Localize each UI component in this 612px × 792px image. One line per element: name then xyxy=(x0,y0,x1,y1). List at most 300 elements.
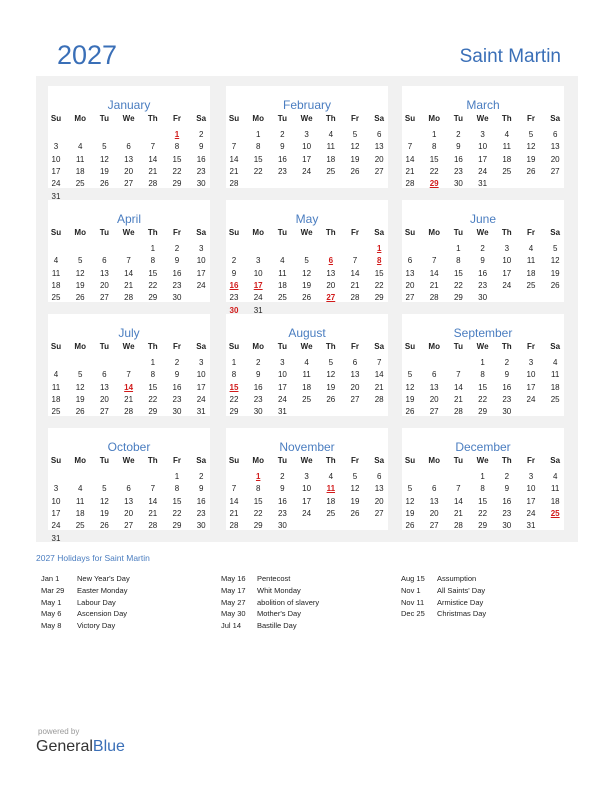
day-cell: 13 xyxy=(99,268,109,278)
month-name: December xyxy=(455,440,511,454)
day-cell: 24 xyxy=(196,280,206,290)
day-cell: 2 xyxy=(456,130,461,139)
day-cell: 20 xyxy=(99,394,109,404)
day-cell: 3 xyxy=(53,484,59,494)
day-cell: 18 xyxy=(326,154,336,164)
day-cell: 17 xyxy=(196,268,206,278)
day-cell: 23 xyxy=(196,508,206,518)
day-cell: 6 xyxy=(376,472,382,481)
day-cell: 21 xyxy=(148,166,158,176)
day-cell: 8 xyxy=(174,484,180,494)
day-cell: 26 xyxy=(75,293,85,303)
day-cell: 11 xyxy=(302,370,311,380)
day-cell: 7 xyxy=(231,142,237,152)
day-cell: 24 xyxy=(526,394,536,404)
day-cell: 10 xyxy=(253,268,263,278)
weekday-label: Sa xyxy=(550,114,561,123)
weekday-label: Fr xyxy=(527,456,535,465)
day-cell: 11 xyxy=(326,142,335,152)
day-cell: 19 xyxy=(526,154,536,164)
day-cell: 24 xyxy=(277,394,287,404)
day-cell: 30 xyxy=(172,407,182,417)
day-cell: 4 xyxy=(328,130,334,139)
day-cell: 15 xyxy=(148,382,158,392)
day-cell: 9 xyxy=(456,142,461,152)
weekday-label: Mo xyxy=(74,456,86,465)
day-cell: 25 xyxy=(51,293,61,303)
month-name: August xyxy=(288,326,326,340)
weekday-label: Su xyxy=(228,342,240,351)
day-cell: 14 xyxy=(124,268,134,278)
weekday-label: Th xyxy=(325,114,336,123)
day-cell: 17 xyxy=(526,496,536,506)
day-cell: 6 xyxy=(126,484,131,494)
day-cell: 21 xyxy=(148,508,158,518)
month-name: May xyxy=(295,212,319,226)
day-cell: 20 xyxy=(550,154,560,164)
weekday-label: Tu xyxy=(453,342,463,351)
day-cell: 5 xyxy=(407,484,413,494)
day-cell: 20 xyxy=(326,280,336,290)
day-cell: 24 xyxy=(51,179,61,189)
day-cell: 22 xyxy=(148,394,158,404)
holiday-name: Armistice Day xyxy=(437,597,484,607)
weekday-label: Fr xyxy=(173,114,181,123)
day-cell: 30 xyxy=(253,407,263,417)
day-cell: 28 xyxy=(148,521,158,531)
day-cell: 13 xyxy=(550,142,560,152)
day-cell: 29 xyxy=(453,293,463,303)
month-october xyxy=(48,428,210,543)
day-cell: 27 xyxy=(124,179,134,189)
day-cell: 3 xyxy=(480,130,485,139)
day-cell: 14 xyxy=(229,496,239,506)
day-cell: 25 xyxy=(526,280,536,290)
day-cell: 28 xyxy=(350,293,360,303)
day-cell: 13 xyxy=(429,496,439,506)
weekday-label: Th xyxy=(147,342,158,351)
day-cell: 31 xyxy=(277,407,287,417)
weekday-label: Su xyxy=(228,228,240,237)
day-cell: 1 xyxy=(150,358,156,367)
day-cell: 7 xyxy=(456,370,461,380)
holiday-date: Aug 15 xyxy=(401,574,425,583)
holidays-title: 2027 Holidays for Saint Martin xyxy=(36,553,150,563)
weekday-label: Su xyxy=(404,456,416,465)
day-cell: 5 xyxy=(328,358,334,367)
day-cell: 6 xyxy=(431,370,437,380)
day-cell: 21 xyxy=(453,394,463,404)
day-cell: 5 xyxy=(352,130,358,139)
month-name: April xyxy=(116,212,141,226)
day-cell: 1 xyxy=(150,244,156,253)
weekday-label: Su xyxy=(404,228,416,237)
day-cell: 6 xyxy=(431,484,437,494)
day-cell: 26 xyxy=(405,521,415,531)
day-cell: 23 xyxy=(196,166,206,176)
day-cell: 2 xyxy=(280,130,285,139)
day-cell: 19 xyxy=(550,268,560,278)
powered-by-text: powered by xyxy=(38,727,80,736)
day-cell: 27 xyxy=(99,407,109,417)
day-cell: 4 xyxy=(304,358,309,367)
day-cell: 23 xyxy=(502,394,512,404)
brand-general: General xyxy=(36,738,93,755)
month-april xyxy=(48,200,210,302)
day-cell: 23 xyxy=(277,166,287,176)
day-cell: 6 xyxy=(376,130,382,139)
day-cell: 12 xyxy=(326,370,336,380)
day-cell: 8 xyxy=(255,484,261,494)
day-cell: 21 xyxy=(429,280,439,290)
weekday-label: We xyxy=(476,456,489,465)
holiday-day-cell: 25 xyxy=(550,508,560,518)
day-cell: 22 xyxy=(453,280,463,290)
month-name: June xyxy=(469,212,497,226)
day-cell: 30 xyxy=(196,179,206,189)
country-title: Saint Martin xyxy=(459,46,561,67)
day-cell: 14 xyxy=(350,268,360,278)
holiday-name: Pentecost xyxy=(257,574,291,583)
day-cell: 3 xyxy=(198,244,204,253)
day-cell: 19 xyxy=(99,166,109,176)
weekday-label: We xyxy=(476,228,489,237)
day-cell: 6 xyxy=(126,142,131,152)
day-cell: 29 xyxy=(148,407,158,417)
day-cell: 20 xyxy=(429,508,439,518)
day-cell: 2 xyxy=(174,358,180,367)
day-cell: 9 xyxy=(174,370,180,380)
day-cell: 25 xyxy=(550,394,560,404)
day-cell: 5 xyxy=(77,256,83,266)
day-cell: 5 xyxy=(304,256,309,266)
day-cell: 30 xyxy=(478,293,488,303)
day-cell: 17 xyxy=(478,154,488,164)
holiday-name: Assumption xyxy=(437,574,477,583)
day-cell: 12 xyxy=(75,382,85,392)
day-cell: 17 xyxy=(51,508,61,518)
holiday-name: Labour Day xyxy=(77,597,116,607)
holiday-day-cell: 8 xyxy=(376,256,382,266)
day-cell: 17 xyxy=(302,496,312,506)
day-cell: 14 xyxy=(453,382,463,392)
weekday-label: Mo xyxy=(252,456,264,465)
day-cell: 11 xyxy=(76,154,85,164)
day-cell: 25 xyxy=(302,394,312,404)
day-cell: 1 xyxy=(431,130,437,139)
day-cell: 8 xyxy=(150,256,156,266)
weekday-label: Mo xyxy=(252,342,264,351)
weekday-label: We xyxy=(476,114,489,123)
day-cell: 17 xyxy=(196,382,206,392)
weekday-label: Tu xyxy=(277,456,287,465)
day-cell: 11 xyxy=(51,268,61,278)
weekday-label: Tu xyxy=(277,228,287,237)
day-cell: 5 xyxy=(77,370,83,380)
day-cell: 29 xyxy=(478,521,488,531)
weekday-label: Th xyxy=(147,114,158,123)
month-name: July xyxy=(118,326,140,340)
day-cell: 20 xyxy=(99,280,109,290)
holiday-date: May 6 xyxy=(41,609,62,619)
day-cell: 16 xyxy=(172,382,182,392)
day-cell: 4 xyxy=(280,256,285,266)
day-cell: 19 xyxy=(350,154,360,164)
day-cell: 1 xyxy=(174,472,180,481)
day-cell: 12 xyxy=(99,154,109,164)
months-grid xyxy=(36,76,578,542)
day-cell: 16 xyxy=(196,496,206,506)
weekday-label: Tu xyxy=(277,114,287,123)
day-cell: 16 xyxy=(172,268,182,278)
month-january xyxy=(48,86,210,201)
weekday-label: Th xyxy=(325,342,336,351)
day-cell: 8 xyxy=(150,370,156,380)
holiday-day-cell: 30 xyxy=(229,305,239,315)
day-cell: 28 xyxy=(124,293,134,303)
weekday-label: Tu xyxy=(453,228,463,237)
day-cell: 3 xyxy=(304,130,309,139)
weekday-label: Su xyxy=(50,228,62,237)
day-cell: 9 xyxy=(280,142,285,152)
day-cell: 23 xyxy=(253,394,263,404)
day-cell: 25 xyxy=(326,166,336,176)
day-cell: 12 xyxy=(350,484,360,494)
day-cell: 9 xyxy=(174,256,180,266)
day-cell: 3 xyxy=(304,472,309,481)
day-cell: 5 xyxy=(407,370,413,380)
day-cell: 3 xyxy=(504,244,510,253)
day-cell: 18 xyxy=(277,280,287,290)
weekday-label: Sa xyxy=(550,342,561,351)
weekday-label: We xyxy=(300,114,313,123)
holiday-day-cell: 17 xyxy=(253,280,263,290)
day-cell: 11 xyxy=(51,382,61,392)
day-cell: 22 xyxy=(148,280,158,290)
day-cell: 27 xyxy=(374,508,384,518)
weekday-label: Th xyxy=(501,342,512,351)
weekday-label: Su xyxy=(228,456,240,465)
weekday-label: Th xyxy=(501,456,512,465)
holiday-name: Easter Monday xyxy=(77,585,128,595)
day-cell: 15 xyxy=(148,268,158,278)
day-cell: 7 xyxy=(126,256,131,266)
day-cell: 20 xyxy=(124,508,134,518)
day-cell: 11 xyxy=(76,496,85,506)
day-cell: 18 xyxy=(526,268,536,278)
holiday-day-cell: 11 xyxy=(326,484,336,494)
weekday-label: Su xyxy=(404,114,416,123)
month-name: February xyxy=(282,98,332,112)
day-cell: 25 xyxy=(502,166,512,176)
weekday-label: Fr xyxy=(351,342,359,351)
day-cell: 8 xyxy=(431,142,437,152)
holiday-name: abolition of slavery xyxy=(257,597,320,607)
day-cell: 9 xyxy=(255,370,261,380)
weekday-label: Fr xyxy=(173,342,181,351)
month-november xyxy=(226,428,388,530)
day-cell: 9 xyxy=(504,370,510,380)
day-cell: 28 xyxy=(453,407,463,417)
day-cell: 4 xyxy=(504,130,510,139)
weekday-label: Mo xyxy=(428,342,440,351)
day-cell: 20 xyxy=(350,382,360,392)
day-cell: 5 xyxy=(552,244,558,253)
day-cell: 26 xyxy=(350,508,360,518)
weekday-label: Mo xyxy=(74,342,86,351)
day-cell: 31 xyxy=(196,407,206,417)
weekday-label: We xyxy=(122,342,135,351)
day-cell: 2 xyxy=(174,244,180,253)
day-cell: 5 xyxy=(352,472,358,481)
day-cell: 8 xyxy=(174,142,180,152)
day-cell: 20 xyxy=(374,154,384,164)
day-cell: 10 xyxy=(526,484,536,494)
day-cell: 6 xyxy=(102,256,107,266)
day-cell: 17 xyxy=(277,382,287,392)
holiday-day-cell: 15 xyxy=(229,382,239,392)
day-cell: 10 xyxy=(196,256,206,266)
day-cell: 7 xyxy=(431,256,437,266)
day-cell: 3 xyxy=(280,358,285,367)
day-cell: 7 xyxy=(126,370,131,380)
day-cell: 21 xyxy=(453,508,463,518)
day-cell: 31 xyxy=(478,179,488,189)
weekday-label: Fr xyxy=(351,114,359,123)
day-cell: 31 xyxy=(51,191,61,201)
day-cell: 2 xyxy=(504,358,510,367)
holiday-name: New Year's Day xyxy=(77,574,130,583)
month-name: October xyxy=(107,440,151,454)
day-cell: 17 xyxy=(51,166,61,176)
weekday-label: Mo xyxy=(74,228,86,237)
day-cell: 11 xyxy=(551,370,560,380)
day-cell: 6 xyxy=(552,130,558,139)
day-cell: 13 xyxy=(374,142,384,152)
day-cell: 19 xyxy=(350,496,360,506)
weekday-label: Tu xyxy=(99,228,109,237)
day-cell: 15 xyxy=(478,382,488,392)
day-cell: 21 xyxy=(124,394,134,404)
day-cell: 26 xyxy=(405,407,415,417)
weekday-label: Su xyxy=(228,114,240,123)
weekday-label: Mo xyxy=(252,228,264,237)
weekday-label: Fr xyxy=(351,228,359,237)
day-cell: 26 xyxy=(302,293,312,303)
weekday-label: We xyxy=(122,114,135,123)
day-cell: 6 xyxy=(352,358,358,367)
day-cell: 3 xyxy=(528,472,534,481)
day-cell: 8 xyxy=(480,484,485,494)
weekday-label: Fr xyxy=(173,456,181,465)
day-cell: 4 xyxy=(53,370,59,380)
day-cell: 19 xyxy=(75,280,85,290)
holiday-date: Nov 1 xyxy=(401,585,421,595)
day-cell: 25 xyxy=(277,293,287,303)
day-cell: 1 xyxy=(231,358,237,367)
day-cell: 2 xyxy=(231,256,237,266)
day-cell: 16 xyxy=(478,268,488,278)
day-cell: 28 xyxy=(453,521,463,531)
holiday-date: Nov 11 xyxy=(401,597,425,607)
day-cell: 23 xyxy=(453,166,463,176)
day-cell: 22 xyxy=(478,508,488,518)
holiday-date: Jan 1 xyxy=(41,574,60,583)
day-cell: 10 xyxy=(302,142,312,152)
day-cell: 4 xyxy=(552,472,558,481)
weekday-label: We xyxy=(122,228,135,237)
day-cell: 23 xyxy=(229,293,239,303)
holiday-date: May 30 xyxy=(221,609,246,619)
weekday-label: Sa xyxy=(196,342,207,351)
day-cell: 14 xyxy=(229,154,239,164)
day-cell: 9 xyxy=(231,268,237,278)
weekday-label: Mo xyxy=(428,114,440,123)
weekday-label: Su xyxy=(50,342,62,351)
weekday-label: Sa xyxy=(374,456,385,465)
day-cell: 29 xyxy=(148,293,158,303)
holiday-date: Mar 29 xyxy=(41,585,65,595)
day-cell: 7 xyxy=(231,484,237,494)
holiday-day-cell: 29 xyxy=(429,179,439,189)
day-cell: 30 xyxy=(172,293,182,303)
day-cell: 2 xyxy=(198,472,204,481)
day-cell: 14 xyxy=(453,496,463,506)
day-cell: 6 xyxy=(407,256,413,266)
day-cell: 24 xyxy=(502,280,512,290)
day-cell: 12 xyxy=(99,496,109,506)
day-cell: 19 xyxy=(99,508,109,518)
day-cell: 1 xyxy=(456,244,461,253)
day-cell: 30 xyxy=(502,407,512,417)
holiday-day-cell: 14 xyxy=(124,382,134,392)
day-cell: 24 xyxy=(302,508,312,518)
day-cell: 22 xyxy=(429,166,439,176)
day-cell: 24 xyxy=(526,508,536,518)
day-cell: 13 xyxy=(124,154,134,164)
day-cell: 5 xyxy=(102,484,107,494)
holiday-name: Bastille Day xyxy=(257,621,297,631)
day-cell: 4 xyxy=(53,256,59,266)
day-cell: 12 xyxy=(405,496,415,506)
day-cell: 22 xyxy=(253,166,263,176)
holiday-date: May 8 xyxy=(41,621,62,631)
day-cell: 9 xyxy=(504,484,510,494)
weekday-label: Tu xyxy=(453,114,463,123)
day-cell: 16 xyxy=(196,154,206,164)
day-cell: 10 xyxy=(51,496,61,506)
weekday-label: Fr xyxy=(351,456,359,465)
day-cell: 16 xyxy=(502,382,512,392)
holiday-date: May 17 xyxy=(221,585,246,595)
day-cell: 11 xyxy=(278,268,287,278)
day-cell: 29 xyxy=(478,407,488,417)
day-cell: 8 xyxy=(255,142,261,152)
day-cell: 15 xyxy=(429,154,439,164)
holiday-name: Whit Monday xyxy=(257,585,301,595)
holiday-date: Dec 25 xyxy=(401,609,425,619)
day-cell: 18 xyxy=(550,382,560,392)
holiday-name: Mother's Day xyxy=(257,609,301,619)
month-name: March xyxy=(466,98,500,112)
holiday-date: Jul 14 xyxy=(221,621,242,631)
day-cell: 7 xyxy=(150,484,156,494)
holiday-day-cell: 16 xyxy=(229,280,239,290)
day-cell: 14 xyxy=(148,154,158,164)
day-cell: 27 xyxy=(550,166,560,176)
month-december xyxy=(402,428,564,530)
weekday-label: Sa xyxy=(374,342,385,351)
